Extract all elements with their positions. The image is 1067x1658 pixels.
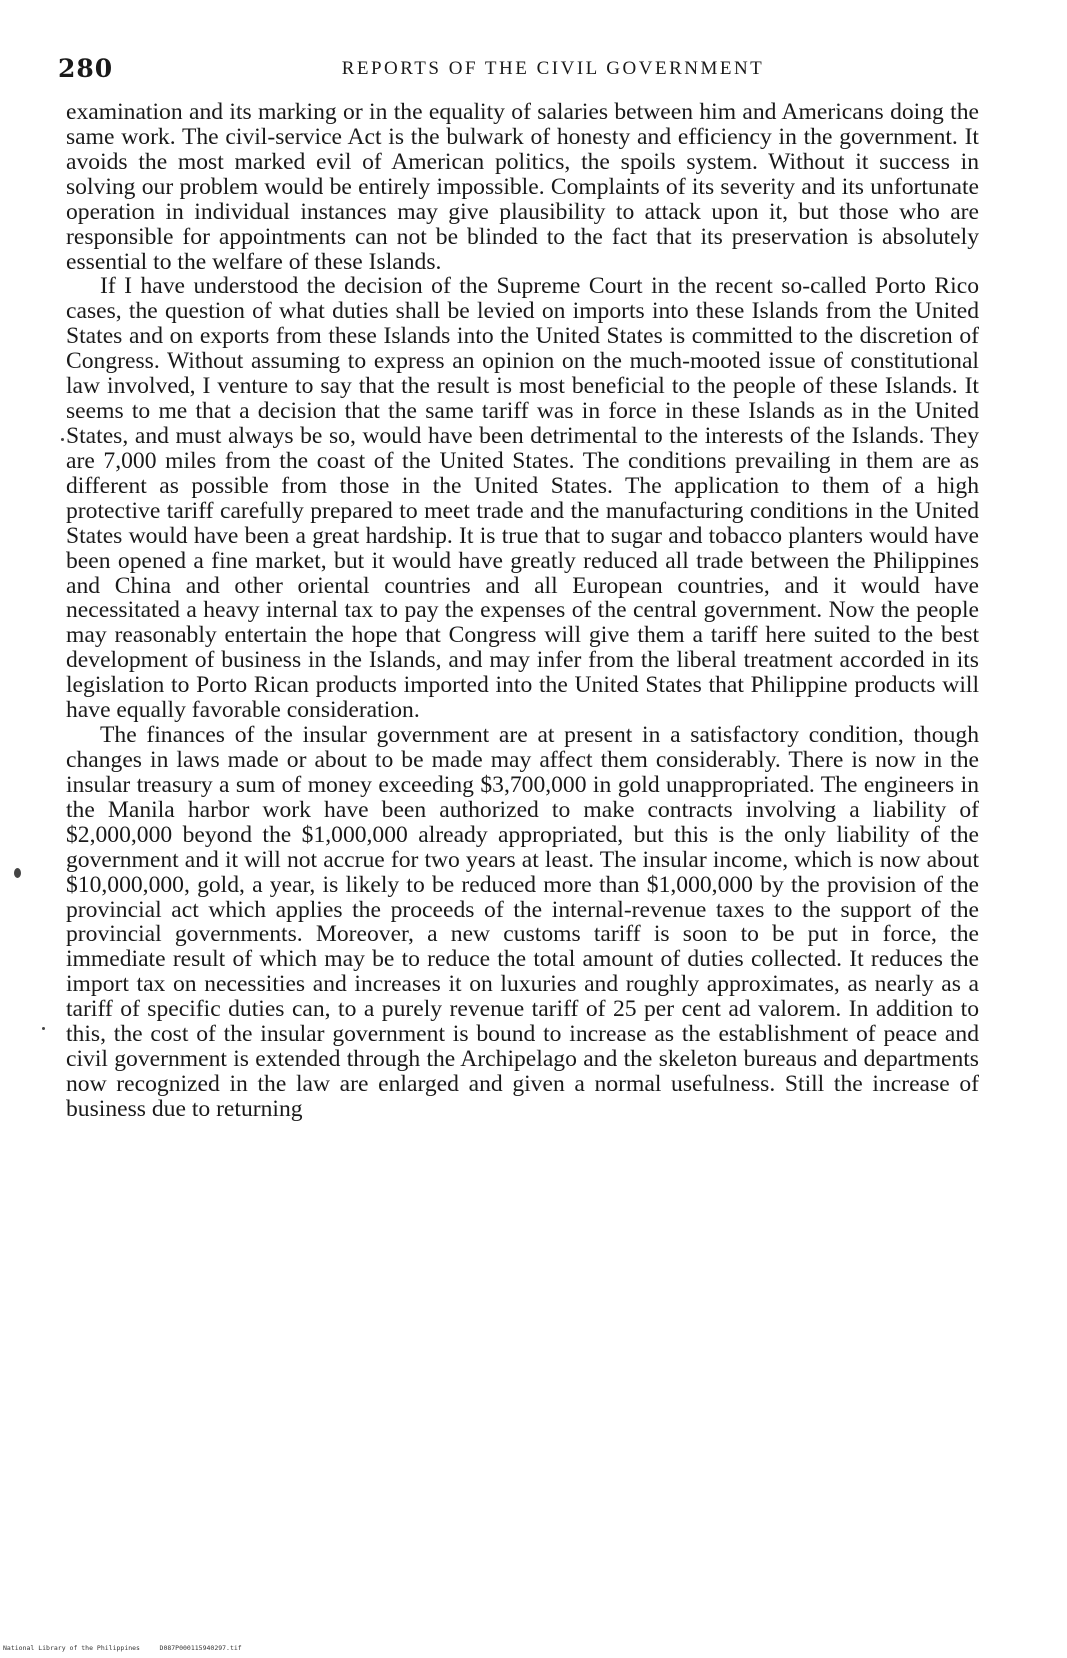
scan-speck [14, 868, 21, 878]
paragraph-civil-service: examination and its marking or in the equality of salaries between him and Americans doing the same work. The civil-service Act is the bulwark of honesty and efficiency in the government. It avoids the most marked evil of American politics, the spoils system. Without it success in solving our problem would be entirely impossible. Complaints of its severity and its unfortunate operation in individual instances may give plausibility to attack upon it, but those who are responsible for appointments can not be blinded to the fact that its preservation is absolutely essential to the welfare of these Islands. [66, 99, 979, 275]
body-text [66, 100, 979, 1122]
scan-speck [61, 438, 64, 441]
scan-footer: National Library of the Philippines D087P000115940297.tif [3, 1644, 242, 1652]
running-head: REPORTS OF THE CIVIL GOVERNMENT [341, 58, 765, 79]
scan-speck [42, 1027, 45, 1030]
paragraph-tariff: If I have understood the decision of the Supreme Court in the recent so-called Porto Rico cases, the question of what duties shall be levied on imports into these Islands from the United States and on exports from these Islands into the United States is committed to the discretion of Congress. Without assuming to express an opinion on the much-mooted issue of constitutional law involved, I venture to say that the result is most beneficial to the people of these Islands. It seems to me that a decision that the same tariff was in force in these Islands as in the United States, and must always be so, would have been detrimental to the interests of the Islands. They are 7,000 miles from the coast of the United States. The conditions prevailing in them are as different as possible from those in the United States. The application to them of a high protective tariff carefully prepared to meet trade and the manufacturing conditions in the United States would have been a great hardship. It is true that to sugar and tobacco planters would have been opened a fine market, but it would have greatly reduced all trade between the Philippines and China and other oriental countries and all European countries, and it would have necessitated a heavy internal tax to pay the expenses of the central government. Now the people may reasonably entertain the hope that Congress will give them a tariff here suited to the best development of business in the Islands, and may infer from the liberal treatment accorded in its legislation to Porto Rican products imported into the United States that Philippine products will have equally favorable consideration. [66, 273, 979, 724]
page-header [58, 54, 1008, 88]
page-number: 280 [58, 54, 114, 83]
paragraph-finances: The finances of the insular government are at present in a satisfactory condition, though changes in laws made or about to be made may affect them considerably. There is now in the insular treasury a sum of money exceeding $3,700,000 in gold unappropriated. The engineers in the Manila harbor work have been authorized to make contracts involving a liability of $2,000,000 beyond the $1,000,000 already appropriated, but this is the only liability of the government and it will not accrue for two years at least. The insular income, which is now about $10,000,000, gold, a year, is likely to be reduced more than $1,000,000 by the provision of the provincial act which applies the proceeds of the internal-revenue taxes to the support of the provincial governments. Moreover, a new customs tariff is soon to be put in force, the immediate result of which may be to reduce the total amount of duties collected. It reduces the import tax on necessities and increases it on luxuries and roughly approximates, as nearly as a tariff of specific duties can, to a purely revenue tariff of 25 per cent ad valorem. In addition to this, the cost of the insular government is bound to increase as the establishment of peace and civil government is extended through the Archipelago and the skeleton bureaus and departments now recognized in the law are enlarged and given a normal usefulness. Still the increase of business due to returning [66, 722, 979, 1122]
